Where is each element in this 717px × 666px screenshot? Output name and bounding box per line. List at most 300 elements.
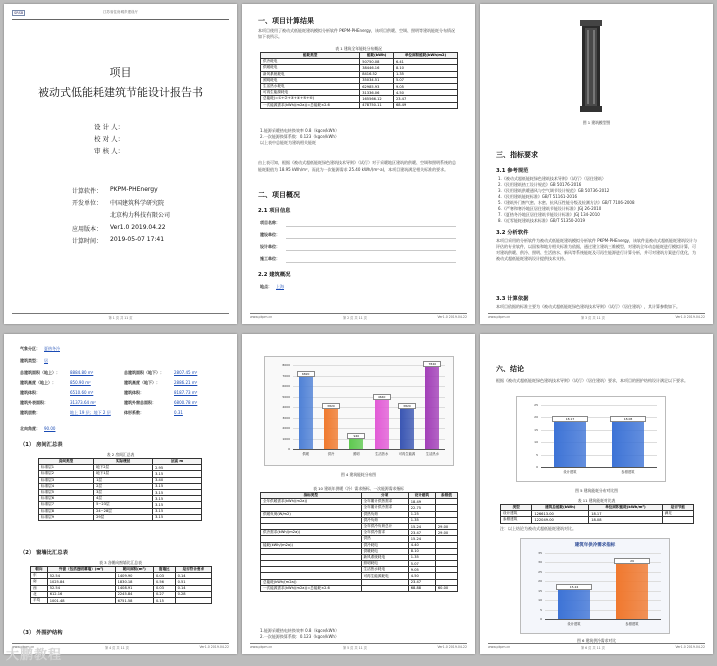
table-cell: 3.15 <box>153 508 202 514</box>
table-cell: 标准层2 <box>39 471 94 477</box>
table-cell: 全年累计供热需求 <box>361 499 408 505</box>
table-header-cell: 层高 m <box>153 459 202 465</box>
table-cell: 31336.06 <box>360 90 394 96</box>
stat-value: 6510.60 m³ <box>70 390 94 395</box>
table-cell: 2245.84 <box>115 591 153 597</box>
page-5[interactable] <box>242 334 475 654</box>
table-cell: 18.08 <box>589 517 662 523</box>
table-cell: 68.88 <box>408 585 435 591</box>
y-tick-label: 15 <box>538 588 542 593</box>
stat-label: 建筑体积： <box>124 390 144 395</box>
meta-developer-label: 开发单位： <box>72 200 103 207</box>
table-header-cell: 是否符合要求 <box>175 567 211 573</box>
subsection-2-1-heading: 2.1 项目信息 <box>258 208 291 214</box>
y-tick-label: 15 <box>534 427 538 432</box>
footer-page-number: 第 2 页 共 11 页 <box>342 316 367 320</box>
table-cell: 能耗(kWh/(m2a)) <box>261 542 362 548</box>
y-tick-label: 2000 <box>282 426 290 430</box>
gridline <box>293 418 445 419</box>
footer-left: www.pkpm.cn <box>488 645 511 649</box>
table-cell: 612.16 <box>47 591 115 597</box>
stat-value: 850.90 m² <box>70 380 91 385</box>
table-cell: 122049.00 <box>532 517 589 523</box>
building-type-label: 建筑类型： <box>20 358 40 363</box>
figure-4-caption: 图 4 建筑能耗分布图 <box>340 472 377 477</box>
bar-value-label: 3820 <box>398 403 416 409</box>
chart-bar <box>375 400 389 449</box>
table-cell: 供冷耗电 <box>261 59 360 65</box>
page-1[interactable] <box>4 4 237 324</box>
figure-1-caption: 图 1 建筑模型图 <box>582 120 611 125</box>
report-title: 被动式低能耗建筑节能设计报告书 <box>38 86 203 99</box>
builder-line <box>286 238 456 239</box>
table-header-cell: 设计建筑 <box>408 493 435 499</box>
table-cell: 3.15 <box>153 514 202 520</box>
table-cell: 15.24 <box>408 536 435 542</box>
table-cell: 1层 <box>94 477 153 483</box>
table-11-caption: 表 11 建筑能耗对比表 <box>577 498 616 503</box>
table-row <box>261 585 458 591</box>
chart-bar <box>558 590 590 619</box>
energy-comparison-table <box>500 504 694 524</box>
subsection-3-1-heading: 3.1 参考规范 <box>496 168 529 174</box>
software-description: 本项目采用的分析软件为被动式低能耗建筑模拟分析软件 PKPM-PHEnergy，该软件是被动式超低能耗建筑设计与评估的专业软件，以国家和地方相关标准为依据，通过建立建筑三维模型，对建筑全年动态能耗进行模拟计算，可对建筑供暖、供冷、照明、生活热水、新风等系统能耗及可再生能源进行计算分析，并可对建筑方案进行优化，为被动式超低能耗建筑设计提供技术支持。 <box>496 238 698 261</box>
meta-time-value: 2019-05-07 17:41 <box>110 236 165 243</box>
table-cell: 3.15 <box>153 483 202 489</box>
stat-label: 建筑高度（地下）： <box>124 380 160 385</box>
stat-row <box>20 370 225 380</box>
page-6[interactable] <box>480 334 713 654</box>
building-type-value: 居 <box>44 358 48 363</box>
meta-version-value: Ver1.0 2019.04.22 <box>110 224 166 231</box>
chart-bar <box>425 367 439 449</box>
table-cell: 总能耗(kWh/(m2a)) <box>261 579 362 585</box>
designer-label: 设 计 人： <box>94 123 125 131</box>
page-4[interactable] <box>4 334 237 654</box>
table-cell: 3.15 <box>153 489 202 495</box>
bar-value-label: 15.24 <box>556 584 592 590</box>
chart-bar <box>400 409 414 449</box>
table-cell: 设计建筑 <box>501 511 532 517</box>
climate-label: 气象分区： <box>20 346 40 351</box>
reference-item: 4.《民用建筑能耗标准》GB/T 51161-2016 <box>498 194 578 199</box>
stat-value: 地上 19 层；地下 2 层 <box>70 410 111 415</box>
table-cell: 15.24 <box>408 523 435 529</box>
y-tick-label: 10 <box>538 598 542 603</box>
table-cell: 生活热水耗电 <box>361 567 408 573</box>
table-1-note-3: 以上表中总能耗为建筑相关能耗 <box>260 140 316 145</box>
footer-version: Ver1.0 2019.04.22 <box>199 645 229 649</box>
stat-value: 2886.21 m² <box>174 380 198 385</box>
report-title-line1: 项目 <box>109 66 132 79</box>
table-cell: 3.15 <box>153 496 202 502</box>
table-cell: 全年供暖需求(kWh/(m2a)) <box>261 499 362 505</box>
table-cell: 1001.48 <box>47 597 115 603</box>
orientation-value: 90.00 <box>44 426 56 431</box>
table-3-caption: 表 3 各朝向窗墙比汇总表 <box>99 560 142 565</box>
x-tick-label: 供暖 <box>302 452 309 456</box>
x-tick-label: 参照建筑 <box>625 622 639 626</box>
table-10-note-2: 2.一次能源换算系数：0.123（kgce/kWh） <box>260 634 339 639</box>
table-header-cell: 朝向面积(m²) <box>115 567 153 573</box>
page-footer <box>250 643 467 649</box>
table-cell: 新风系统耗电 <box>261 71 360 77</box>
gridline <box>293 365 445 366</box>
cooling-demand-chart <box>520 538 670 634</box>
table-cell: 供热负荷 <box>361 511 408 517</box>
table-11-note: 注：以上结论为被动式超低能耗建筑对比。 <box>500 526 576 531</box>
bar-value-label: 29 <box>614 558 650 564</box>
y-tick-label: 5000 <box>282 394 290 399</box>
table-cell: 68.49 <box>393 102 457 108</box>
energy-distribution-chart <box>264 356 454 466</box>
table-cell: 供暖耗电 <box>261 65 360 71</box>
table-cell: 标准层3 <box>39 477 94 483</box>
table-cell: 供冷耗电 <box>361 542 408 548</box>
page-header <box>12 10 229 20</box>
table-cell: 生活热水耗电 <box>261 83 360 89</box>
table-header-cell: 单位面积能耗(kWh/m2) <box>393 53 457 59</box>
gridline <box>293 376 445 377</box>
y-tick-label: 3000 <box>282 415 290 420</box>
gridline <box>293 397 445 398</box>
table-cell: 126613.00 <box>532 511 589 517</box>
y-tick-label: 0 <box>540 617 542 621</box>
gridline <box>545 553 661 554</box>
stat-row <box>20 400 225 410</box>
bar-value-label: 18.17 <box>552 416 588 422</box>
header-logo: SRSB <box>14 11 24 15</box>
table-cell: 新风系统耗电 <box>361 554 408 560</box>
meta-software-value: PKPM-PHEnergy <box>110 186 158 193</box>
table-cell: 0.03 <box>153 573 175 579</box>
stat-value: 8884.80 m² <box>70 370 94 375</box>
table-cell: 供暖耗电 <box>361 548 408 554</box>
table-cell: 29层 <box>94 514 153 520</box>
table-cell: 6751.58 <box>115 597 153 603</box>
table-header-cell: 建筑总能耗(kWh) <box>532 505 589 511</box>
table-cell: 4层 <box>94 496 153 502</box>
page-footer <box>488 643 705 649</box>
page-footer <box>12 313 229 319</box>
table-header-cell: 朝向 <box>31 567 48 573</box>
chart-plot-area <box>282 361 445 456</box>
table-10-caption: 表 10 建筑年供暖（冷）需求指标、一次能源需求指标 <box>313 486 404 491</box>
envelope-heading: （3） 外围护结构 <box>20 630 63 636</box>
table-cell: 标准层5 <box>39 489 94 495</box>
table-cell: 0.51 <box>175 579 211 585</box>
stat-value: 8187.73 m³ <box>174 390 198 395</box>
x-axis <box>545 619 661 620</box>
table-cell: 照明耗电 <box>361 561 408 567</box>
table-cell <box>361 585 408 591</box>
chart-plot-area <box>538 551 661 626</box>
bar-value-label: 7840 <box>423 361 441 367</box>
table-cell: 参照建筑 <box>501 517 532 523</box>
table-cell: 18.49 <box>408 499 435 505</box>
table-cell: 供冷负荷 <box>361 517 408 523</box>
stat-row <box>20 380 225 390</box>
subsection-2-2-heading: 2.2 建筑概况 <box>258 272 291 278</box>
chart-bar <box>616 564 648 619</box>
footer-page-number: 第 6 页 共 11 页 <box>580 646 605 650</box>
result-summary: 由上表可知，根据《被动式超低能耗绿色建筑技术导则》（试行）对于采暖地区建筑的供暖、空调和照明系统的总能耗限值为 18.95 kWh/m²，而此为一次能源需求 25.40 kWh/(m²·a)，本项目建筑满足相关标准的要求。 <box>258 160 456 172</box>
table-cell: 南 <box>31 579 48 585</box>
bar-value-label: 6820 <box>297 371 315 377</box>
table-header-cell: 能耗类型 <box>261 53 360 59</box>
table-header-cell: 房间类型 <box>39 459 94 465</box>
table-cell: 标准层7 <box>39 502 94 508</box>
project-name-label: 项目名称： <box>260 220 280 225</box>
table-header-cell: 实际楼层 <box>94 459 153 465</box>
table-cell: 0.28 <box>175 591 211 597</box>
table-cell: 地下1层 <box>94 471 153 477</box>
gridline <box>541 405 657 406</box>
table-cell: 0.03 <box>153 585 175 591</box>
table-cell: 1408.91 <box>115 585 153 591</box>
y-tick-label: 4000 <box>282 405 290 409</box>
reference-item: 5.《建筑外门窗气密、水密、抗风压性能分级及检测方法》GB/T 7106-2008 <box>498 200 635 205</box>
table-cell <box>662 517 693 523</box>
chart-bar <box>554 422 586 467</box>
energy-comparison-chart <box>516 396 666 482</box>
x-axis <box>293 449 445 450</box>
y-tick-label: 35 <box>538 551 542 555</box>
table-cell: 3.15 <box>153 502 202 508</box>
reference-item: 2.《民用建筑热工设计规范》GB 50176-2016 <box>498 182 582 187</box>
x-tick-label: 设计建筑 <box>563 470 577 474</box>
gridline <box>293 386 445 387</box>
conclusion-text: 根据《被动式超低能耗绿色建筑技术导则》（试行）（居住建筑）要求，本项目的围护结构设计满足以下要求。 <box>496 378 688 383</box>
bar-value-label: 4640 <box>373 394 391 400</box>
y-tick-label: 6000 <box>282 384 290 388</box>
table-cell: 52.54 <box>47 585 115 591</box>
room-summary-table <box>38 458 202 521</box>
y-tick-label: 10 <box>534 440 538 445</box>
table-cell: 62985.93 <box>360 83 394 89</box>
table-cell: 6.41 <box>393 59 457 65</box>
subsection-3-2-heading: 3.2 分析软件 <box>496 230 529 236</box>
table-cell: 一次能源需求(kWh/(m2a))=总能耗×2.6 <box>261 102 360 108</box>
x-tick-label: 生活热水 <box>375 452 389 456</box>
table-cell: 供暖负荷(W/m2) <box>261 511 362 517</box>
table-1-note-2: 2.一次能源换算系数：0.123（kgce/kWh） <box>260 134 339 139</box>
page-2[interactable] <box>242 4 475 324</box>
conclusion-heading: 六、结论 <box>496 365 524 373</box>
table-cell: 9.05 <box>408 567 435 573</box>
table-cell: 29.00 <box>435 530 457 536</box>
x-axis <box>541 467 657 468</box>
table-cell: 23.47 <box>393 96 457 102</box>
y-tick-label: 30 <box>538 560 542 565</box>
table-cell: 22.75 <box>408 505 435 511</box>
table-row <box>39 514 202 520</box>
meta-software-label: 计算软件： <box>72 188 103 195</box>
y-tick-label: 8000 <box>282 363 290 367</box>
gridline <box>293 428 445 429</box>
table-cell: 标准层9 <box>39 514 94 520</box>
table-2-caption: 表 2 房间汇总表 <box>106 452 135 457</box>
meta-developer-value-2: 北京构力科技有限公司 <box>110 212 171 219</box>
y-tick-label: 0 <box>536 465 538 469</box>
stat-value: 6800.78 m² <box>174 400 198 405</box>
section-2-heading: 二、项目概况 <box>258 191 300 199</box>
table-cell: 标准层1 <box>39 465 94 471</box>
x-tick-label: 生活热水 <box>425 452 439 456</box>
table-cell: 可再生能源耗电 <box>261 90 360 96</box>
x-tick-label: 设计建筑 <box>567 622 581 626</box>
table-cell: 1.35 <box>408 517 435 523</box>
climate-value: 夏热冬冷 <box>44 346 60 351</box>
table-cell: 平均 <box>31 597 48 603</box>
figure-6-caption: 图 6 建筑供冷需求对比 <box>576 638 616 643</box>
table-cell: 1.35 <box>408 554 435 560</box>
table-header-cell: 类型 <box>501 505 532 511</box>
stat-label: 建筑体积： <box>20 390 40 395</box>
construction-unit-label: 施工单位： <box>260 256 280 261</box>
bar-value-label: 3820 <box>322 403 340 409</box>
stat-value: 31373.64 m² <box>70 400 96 405</box>
table-cell: 3层 <box>94 489 153 495</box>
table-1-note-1: 1.能源采暖热电转换效率 0.8（kgce/kWh） <box>260 128 340 133</box>
table-cell: 0.14 <box>175 585 211 591</box>
table-cell: 29.00 <box>435 523 457 529</box>
table-cell: 8.10 <box>408 548 435 554</box>
construction-unit-line <box>286 262 456 263</box>
stat-label: 建筑外表面积： <box>20 400 48 405</box>
table-cell: 3.15 <box>153 471 202 477</box>
gridline <box>293 407 445 408</box>
table-header-cell: 指标类型 <box>261 493 362 499</box>
table-header-cell: 能耗(kWh) <box>360 53 394 59</box>
table-cell: 供热 <box>361 536 408 542</box>
footer-page-number: 第 5 页 共 11 页 <box>342 646 367 650</box>
table-header-cell: 外窗（包括透明幕墙）(m²) <box>47 567 115 573</box>
table-cell: 0.27 <box>153 591 175 597</box>
y-tick-label: 25 <box>538 569 542 574</box>
table-row <box>501 517 694 523</box>
table-cell: 2.95 <box>153 465 202 471</box>
demand-indicator-table <box>260 492 458 592</box>
table-cell: 标准层6 <box>39 496 94 502</box>
reference-item: 3.《民用建筑供暖通风与空气调节设计规范》GB 50736-2012 <box>498 188 610 193</box>
y-tick-label: 5 <box>536 452 538 457</box>
footer-page-number: 第 1 页 共 11 页 <box>108 316 133 320</box>
bar-value-label: 18.08 <box>610 416 646 422</box>
x-tick-label: 供冷 <box>327 452 335 456</box>
table-cell: 2层 <box>94 483 153 489</box>
table-cell: 供冷需求(kWh/(m2a)) <box>261 530 362 536</box>
table-cell: 24~28层 <box>94 508 153 514</box>
table-cell: 18.17 <box>589 511 662 517</box>
table-row <box>261 102 458 108</box>
section-1-heading: 一、项目计算结果 <box>258 17 314 25</box>
project-name-line <box>286 226 456 227</box>
footer-version: Ver1.0 2019.04.22 <box>437 645 467 649</box>
y-tick-label: 1000 <box>282 436 290 441</box>
footer-version: Ver1.0 2019.04.22 <box>675 645 705 649</box>
table-cell: 0.56 <box>153 579 175 585</box>
stat-label: 体形系数： <box>124 410 144 415</box>
stat-label: 总建筑面积（地下）： <box>124 370 164 375</box>
table-cell: 西 <box>31 585 48 591</box>
table-cell: 可再生能源耗电 <box>361 573 408 579</box>
chart-bar <box>299 377 313 449</box>
table-cell: 地下2层 <box>94 465 153 471</box>
footer-left: www.pkpm.cn <box>488 315 511 319</box>
table-header-cell: 分项 <box>361 493 408 499</box>
header-text: 江苏省住房城乡建设厅 <box>103 10 138 14</box>
stat-value: 0.31 <box>174 410 183 415</box>
window-wall-ratio-table <box>30 566 212 604</box>
stat-row <box>20 390 225 400</box>
reference-item: 6.《严寒和寒冷地区居住建筑节能设计标准》JGJ 26-2010 <box>498 206 602 211</box>
stat-row <box>20 410 225 420</box>
table-cell: 5.07 <box>408 561 435 567</box>
table-cell: 0.15 <box>153 597 175 603</box>
footer-version: Ver1.0 2019.04.22 <box>675 315 705 319</box>
design-unit-line <box>286 250 456 251</box>
reference-item: 7.《夏热冬冷地区居住建筑节能设计标准》JGJ 134-2010 <box>498 212 600 217</box>
y-tick-label: 0 <box>288 447 290 451</box>
page-3[interactable] <box>480 4 713 324</box>
chart-bar <box>612 422 644 467</box>
table-cell: 38446.16 <box>360 65 394 71</box>
section-3-heading: 三、指标要求 <box>496 151 538 159</box>
checker-label: 校 对 人： <box>94 135 125 143</box>
table-cell: 8.10 <box>393 65 457 71</box>
table-cell: 1.35 <box>393 71 457 77</box>
reference-item: 1.《被动式超低能耗绿色建筑技术导则》（试行）（居住建筑） <box>498 176 606 181</box>
building-stats <box>20 370 225 420</box>
table-cell: 4.50 <box>408 573 435 579</box>
table-cell <box>175 597 211 603</box>
table-cell: 478750.11 <box>360 102 394 108</box>
y-tick-label: 20 <box>538 579 542 584</box>
footer-version: Ver1.0 2019.04.22 <box>437 315 467 319</box>
footer-left: www.pkpm.cn <box>12 645 35 649</box>
table-cell: 8416.52 <box>360 71 394 77</box>
table-cell: 标准层4 <box>39 483 94 489</box>
stat-label: 总建筑面积（地上）： <box>20 370 60 375</box>
table-cell: 满足 <box>662 511 693 517</box>
footer-left: www.pkpm.cn <box>250 645 273 649</box>
stat-value: 2807.45 m² <box>174 370 198 375</box>
table-cell: 北 <box>31 591 48 597</box>
table-cell: 23.47 <box>408 530 435 536</box>
building-model-image <box>574 18 608 114</box>
table-10-note-1: 1.能源采暖热电转换效率 0.8（kgce/kWh） <box>260 628 340 633</box>
stat-label: 建筑外窗总面积： <box>124 400 156 405</box>
table-header-cell: 参照值 <box>435 493 457 499</box>
meta-time-label: 计算时间： <box>72 238 103 245</box>
subsection-3-3-heading: 3.3 计算依据 <box>496 296 529 302</box>
table-cell: 照明耗电 <box>261 77 360 83</box>
table-cell: 60.00 <box>435 585 457 591</box>
table-cell: 5.07 <box>393 77 457 83</box>
window-wall-ratio-heading: （2） 窗墙比汇总表 <box>20 550 68 556</box>
table-cell: 1830.18 <box>115 579 153 585</box>
table-1-caption: 表 1 建筑全年能耗分布概况 <box>335 46 382 51</box>
bar-value-label: 940 <box>347 433 365 439</box>
meta-developer-value: 中国建筑科学研究院 <box>110 200 165 207</box>
table-cell: 4.40 <box>408 542 435 548</box>
design-unit-label: 设计单位： <box>260 244 280 249</box>
page-footer <box>488 313 705 319</box>
chart-title: 建筑年供冷需求指标 <box>574 543 616 548</box>
table-cell: 5~23层 <box>94 502 153 508</box>
footer-left: www.pkpm.cn <box>250 315 273 319</box>
